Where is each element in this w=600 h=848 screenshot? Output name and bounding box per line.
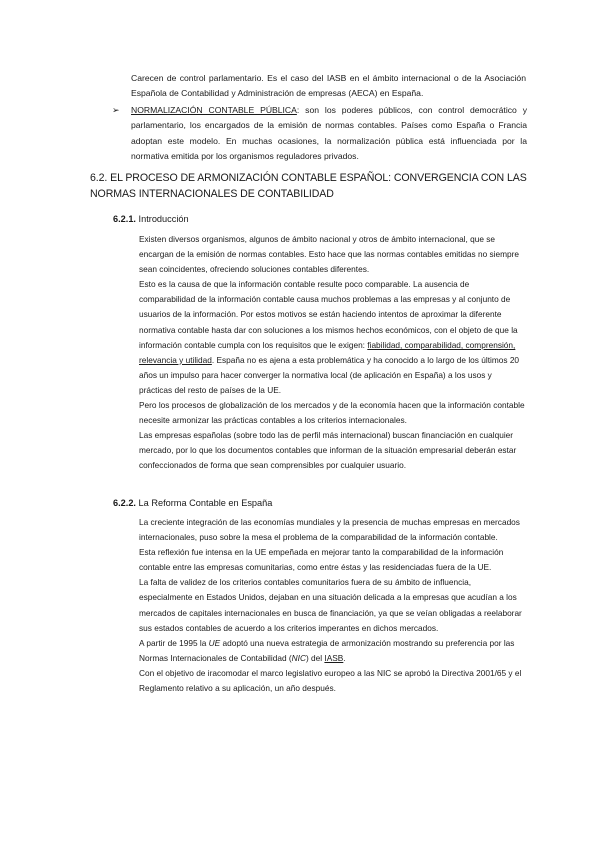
paragraph-text: adoptó una nueva estrategia de armonización mostrando su preferencia por las Normas Internacionales de Contabilidad ( — [139, 637, 515, 663]
paragraph: La falta de validez de los criterios contables comunitarios fuera de su ámbito de influencia, especialmente en Estados Unidos, dejaban en una situación delicada a la empresas que acudían a los mercados de capitales internacionales en busca de financiación, ya que se veían obligadas a reelaborar sus estados contables de acuerdo a los criterios imperantes en dichos mercados. — [139, 577, 522, 633]
paragraph: Pero los procesos de globalización de los mercados y de la economía hacen que la información contable necesite armonizar las prácticas contables a los criterios internacionales. — [139, 400, 525, 426]
ue-italic: UE — [208, 637, 221, 648]
iasb-underlined: IASB — [324, 652, 344, 663]
paragraph: Con el objetivo de iracomodar el marco legislativo europeo a las NIC se aprobó la Directiva 2001/65 y el Reglamento relativo a su aplicación, un año después. — [139, 667, 522, 694]
section-heading: 6.2. EL PROCESO DE ARMONIZACIÓN CONTABLE ESPAÑOL: CONVERGENCIA CON LAS NORMAS INTERNACIONALES DE CONTABILIDAD — [90, 172, 527, 200]
reforma-body — [139, 515, 525, 696]
paragraph — [139, 636, 525, 666]
subsection-title: La Reforma Contable en España — [136, 498, 273, 508]
subsection-heading-reforma — [113, 497, 272, 510]
paragraph-text: . — [343, 652, 346, 663]
bullet-item-public-normalization — [112, 103, 527, 165]
subsection-title: Introducción — [136, 214, 189, 224]
nic-italic: NIC — [291, 652, 306, 663]
subsection-heading-introduccion — [113, 213, 189, 226]
introduccion-body — [139, 232, 525, 474]
intro-paragraph-block — [131, 71, 526, 102]
paragraph-private-normalization-end: Carecen de control parlamentario. Es el caso del IASB en el ámbito internacional o de la Asociación Española de Contabilidad y Administración de empresas (AECA) en España. — [131, 73, 526, 99]
bullet-term: NORMALIZACIÓN CONTABLE PÚBLICA — [131, 105, 297, 115]
subsection-number: 6.2.2. — [113, 498, 136, 508]
paragraph: Las empresas españolas (sobre todo las de perfil más internacional) buscan financiación en cualquier mercado, por lo que los documentos contables que informan de la situación empresarial deberán estar confeccionados de forma que sean comprensibles por cualquier usuario. — [139, 430, 517, 471]
bullet-text — [131, 103, 527, 165]
requirements-underlined: fiabilidad, comparabilidad, comprensión, relevancia y utilidad — [139, 339, 516, 365]
arrow-bullet-icon: ➢ — [112, 105, 120, 115]
paragraph: Existen diversos organismos, algunos de ámbito nacional y otros de ámbito internacional, que se encargan de la emisión de normas contables. Esto hace que las normas contables emitidas no siempre sean coincidentes, ofreciendo soluciones contables diferentes. — [139, 234, 520, 275]
paragraph: La creciente integración de las economías mundiales y la presencia de muchas empresas en mercados internacionales, puso sobre la mesa el problema de la comparabilidad de la información contable. — [139, 517, 520, 543]
paragraph-text: . España no es ajena a esta problemática y ha conocido a lo largo de los últimos 20 años un impulso para hacer converger la normativa local (de aplicación en España) a los usos y prácticas del resto de países de la UE. — [139, 354, 520, 395]
bullet-description: : son los poderes públicos, con control democrático y parlamentario, los encargados de la emisión de normas contables. Países como España o Francia adoptan este modelo. En muchas ocasiones, la normalización pública está influenciada por la normativa emitida por los organismos reguladores privados. — [131, 105, 527, 162]
paragraph-text: ) del — [305, 652, 325, 663]
paragraph: Esta reflexión fue intensa en la UE empeñada en mejorar tanto la comparabilidad de la información contable entre las empresas comunitarias, como entre éstas y las residenciadas fuera de la UE. — [139, 547, 504, 573]
subsection-number: 6.2.1. — [113, 214, 136, 224]
paragraph — [139, 277, 525, 398]
paragraph-text: A partir de 1995 la — [139, 637, 209, 648]
paragraph-text: Esto es la causa de que la información contable resulte poco comparable. La ausencia de comparabilidad de la información contable causa muchos problemas a las empresas y al conjunto de usuarios de la información. Por estos motivos se están haciendo intentos de aproximar la diferente normativa contable hasta dar con soluciones a los mismos hechos económicos, con el objeto de que la información contable cumpla con los requisitos que le exigen: — [139, 279, 518, 350]
